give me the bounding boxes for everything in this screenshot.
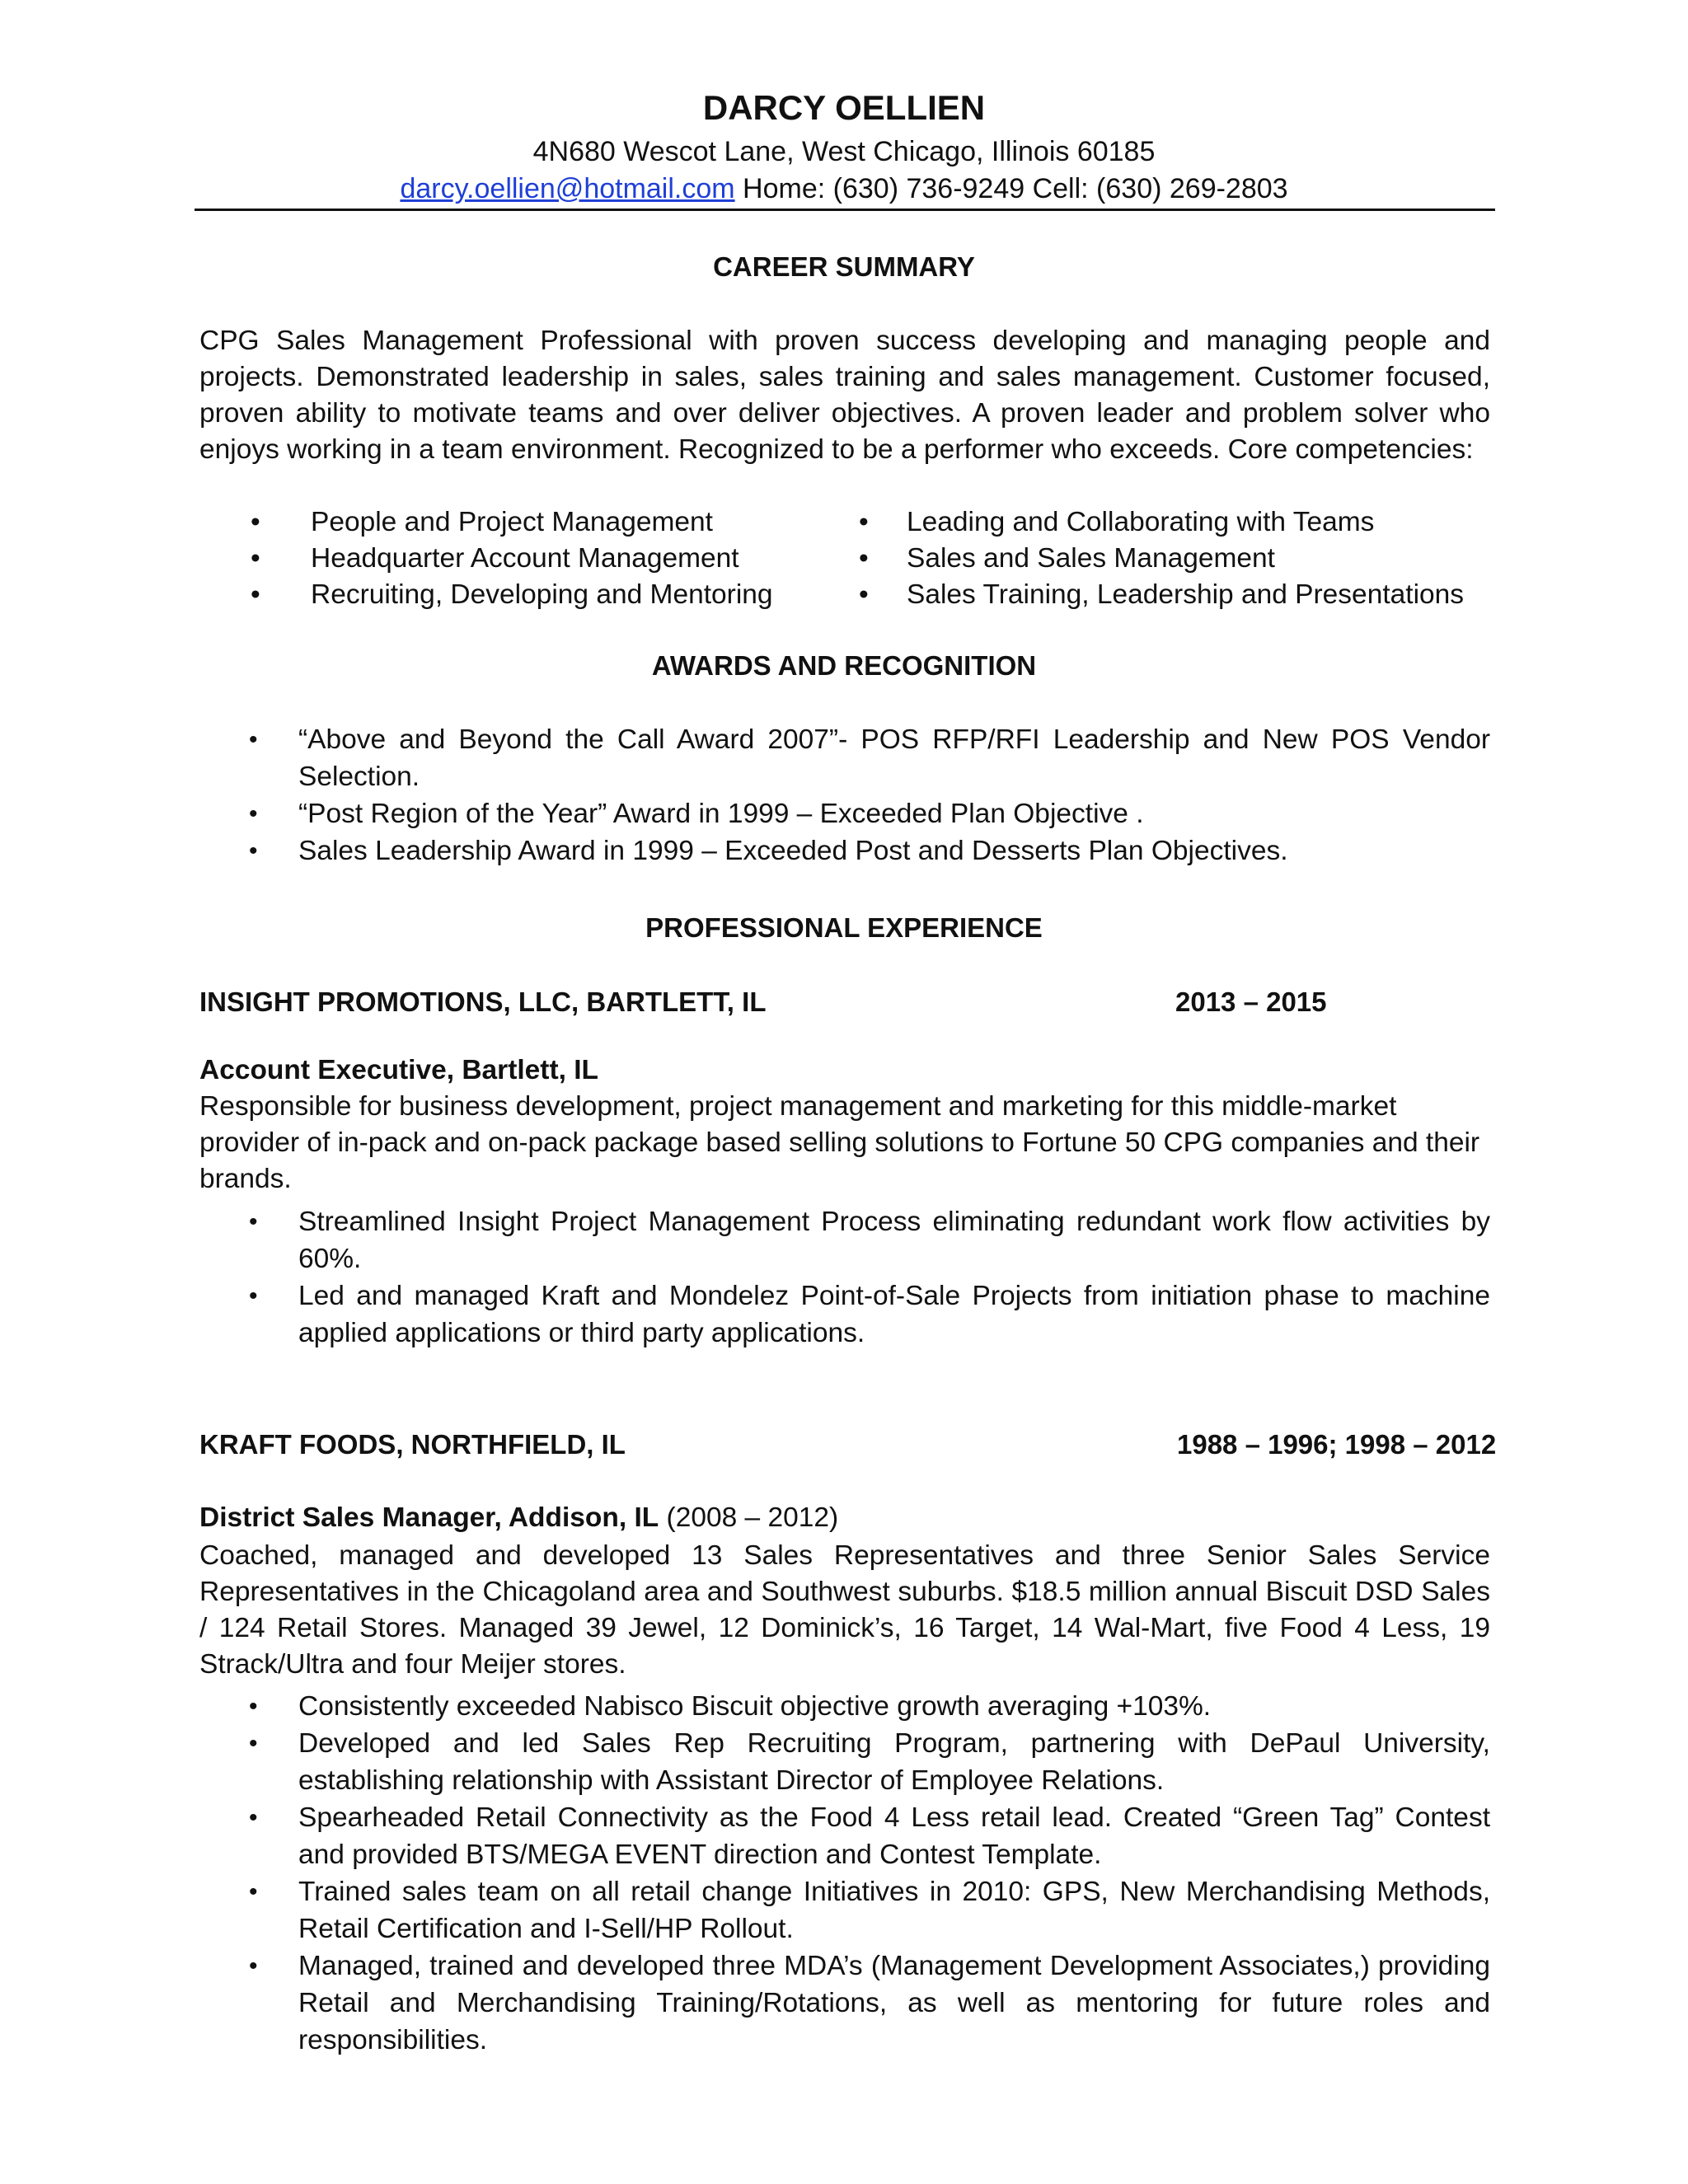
- job-dates: 2013 – 2015: [1175, 987, 1327, 1017]
- job-company: INSIGHT PROMOTIONS, LLC, BARTLETT, IL: [199, 987, 767, 1017]
- bullet-dot-icon: •: [249, 1952, 258, 1980]
- bullet-dot-icon: •: [249, 1693, 258, 1720]
- bullet-dot-icon: •: [249, 1804, 258, 1831]
- role-title: Account Executive, Bartlett, IL: [199, 1055, 598, 1085]
- contact-line: [0, 171, 1688, 207]
- job-bullet: • Managed, trained and developed three MDA’s (Management Development Associates,) providing Retail and Merchandising Training/Rotations, as well as mentoring for future roles and responsibilities.: [199, 1947, 1490, 2059]
- job-description: Coached, managed and developed 13 Sales Representatives and three Senior Sales Service Representatives in the Chicagoland area and Southwest suburbs. $18.5 million annual Biscuit DSD Sales / 124 Retail Stores. Managed 39 Jewel, 12 Dominick’s, 16 Target, 14 Wal-Mart, five Food 4 Less, 19 Strack/Ultra and four Meijer stores.: [199, 1540, 1490, 1680]
- bullet-dot-icon: •: [249, 1282, 258, 1310]
- bullet-dot-icon: •: [859, 543, 869, 574]
- competency-item: Recruiting, Developing and Mentoring: [311, 579, 773, 610]
- bullet-dot-icon: •: [251, 543, 260, 574]
- awards-title: AWARDS AND RECOGNITION: [651, 650, 1037, 681]
- awards-list: [199, 721, 1490, 869]
- bullet-dot-icon: •: [859, 507, 869, 537]
- candidate-address: 4N680 Wescot Lane, West Chicago, Illinois 60185: [532, 136, 1156, 167]
- bullet-dot-icon: •: [249, 1208, 258, 1235]
- job-bullets: [199, 1688, 1490, 2059]
- candidate-name: DARCY OELLIEN: [702, 88, 986, 127]
- competencies-list: [199, 504, 1490, 620]
- job-dates: 1988 – 1996; 1998 – 2012: [1177, 1429, 1497, 1460]
- competency-item: Leading and Collaborating with Teams: [907, 507, 1375, 537]
- bullet-dot-icon: •: [249, 726, 258, 753]
- header-divider: [195, 209, 1495, 211]
- bullet-dot-icon: •: [249, 800, 258, 827]
- phone-numbers: Home: (630) 736-9249 Cell: (630) 269-2803: [734, 173, 1288, 204]
- job-bullet: • Led and managed Kraft and Mondelez Point-of-Sale Projects from initiation phase to machine applied applications or third party applications.: [199, 1277, 1490, 1352]
- job-bullet: • Streamlined Insight Project Management Process eliminating redundant work flow activities by 60%.: [199, 1203, 1490, 1277]
- career-summary-text: CPG Sales Management Professional with proven success developing and managing people and projects. Demonstrated leadership in sales, sales training and sales management. Customer focused, proven ability to motivate teams and over deliver objectives. A proven leader and problem solver who enjoys working in a team environment. Recognized to be a performer who exceeds. Core competencies:: [199, 326, 1490, 465]
- role-dates: (2008 – 2012): [659, 1502, 839, 1533]
- role-title: District Sales Manager, Addison, IL: [199, 1502, 659, 1533]
- bullet-dot-icon: •: [859, 579, 869, 610]
- job-bullet: • Spearheaded Retail Connectivity as the Food 4 Less retail lead. Created “Green Tag” Contest and provided BTS/MEGA EVENT direction and Contest Template.: [199, 1799, 1490, 1873]
- job-role: [199, 1052, 1490, 1089]
- job-description: Responsible for business development, project management and marketing for this middle-market provider of in-pack and on-pack package based selling solutions to Fortune 50 CPG companies and their brands.: [199, 1091, 1480, 1194]
- career-summary-title: CAREER SUMMARY: [713, 251, 975, 282]
- job-role: [199, 1500, 1490, 1536]
- award-item: • “Post Region of the Year” Award in 1999 – Exceeded Plan Objective .: [199, 795, 1490, 832]
- job-bullet: • Developed and led Sales Rep Recruiting Program, partnering with DePaul University, establishing relationship with Assistant Director of Employee Relations.: [199, 1725, 1490, 1799]
- job-bullet: • Trained sales team on all retail change Initiatives in 2010: GPS, New Merchandising Methods, Retail Certification and I-Sell/HP Rollout.: [199, 1873, 1490, 1947]
- bullet-dot-icon: •: [249, 1878, 258, 1905]
- email-link[interactable]: darcy.oellien@hotmail.com: [400, 173, 735, 204]
- award-item: • “Above and Beyond the Call Award 2007”- POS RFP/RFI Leadership and New POS Vendor Selection.: [199, 721, 1490, 795]
- competency-item: Headquarter Account Management: [311, 543, 739, 574]
- bullet-dot-icon: •: [251, 507, 260, 537]
- bullet-dot-icon: •: [249, 837, 258, 865]
- award-item: • Sales Leadership Award in 1999 – Exceeded Post and Desserts Plan Objectives.: [199, 832, 1490, 869]
- job-bullet: • Consistently exceeded Nabisco Biscuit objective growth averaging +103%.: [199, 1688, 1490, 1725]
- competency-item: Sales Training, Leadership and Presentations: [907, 579, 1465, 610]
- job-company: KRAFT FOODS, NORTHFIELD, IL: [199, 1429, 626, 1460]
- competency-item: People and Project Management: [311, 507, 713, 537]
- job-bullets: [199, 1203, 1490, 1352]
- bullet-dot-icon: •: [251, 579, 260, 610]
- competency-item: Sales and Sales Management: [907, 543, 1275, 574]
- experience-title: PROFESSIONAL EXPERIENCE: [645, 912, 1043, 943]
- bullet-dot-icon: •: [249, 1730, 258, 1757]
